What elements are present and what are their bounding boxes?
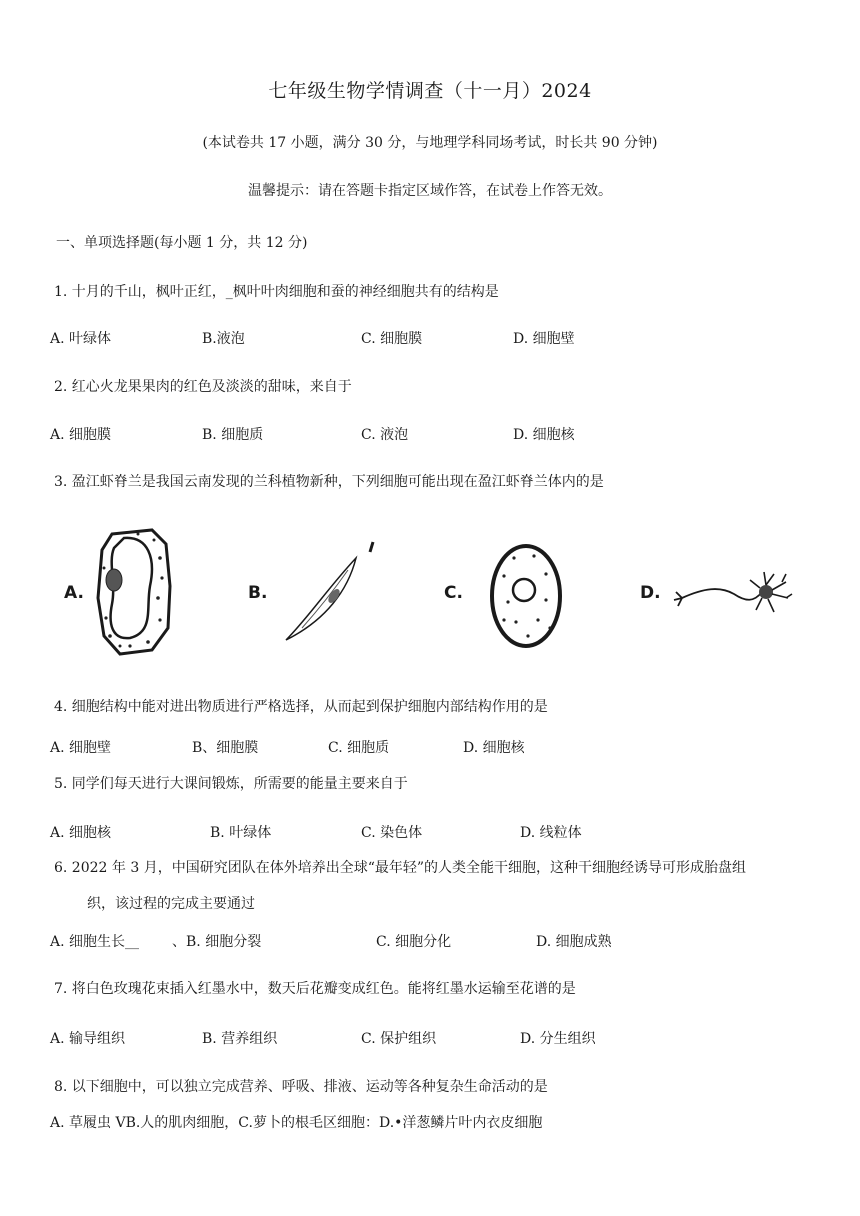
question-6-stem: 6. 2022 年 3 月，中国研究团队在体外培养出全球“最年轻”的人类全能干细胞，这种干细胞经诱导可形成胎盘组 xyxy=(54,860,747,876)
question-4-stem: 4. 细胞结构中能对进出物质进行严格选择，从而起到保护细胞内部结构作用的是 xyxy=(54,699,548,715)
animal-cell-figure xyxy=(484,538,574,658)
q5-option-b: B. 叶绿体 xyxy=(210,825,272,841)
question-2-stem: 2. 红心火龙果果肉的红色及淡淡的甜味，来自于 xyxy=(54,379,352,395)
q4-option-c: C. 细胞质 xyxy=(328,740,390,756)
q6-option-a: A. 细胞生长__ xyxy=(50,934,140,950)
q7-option-b: B. 营养组织 xyxy=(202,1031,278,1047)
q1-option-c: C. 细胞膜 xyxy=(361,331,423,347)
question-6-stem-line2: 织，该过程的完成主要通过 xyxy=(87,896,255,912)
q2-option-d: D. 细胞核 xyxy=(513,427,575,443)
page-title: 七年级生物学情调查（十一月）2024 xyxy=(268,80,592,102)
q7-option-d: D. 分生组织 xyxy=(520,1031,596,1047)
figure-label-a: A. xyxy=(64,583,84,603)
exam-tip: 温馨提示：请在答题卡指定区域作答，在试卷上作答无效。 xyxy=(248,183,612,199)
question-3-stem: 3. 盈江虾脊兰是我国云南发现的兰科植物新种，下列细胞可能出现在盈江虾脊兰体内的是 xyxy=(54,474,604,490)
q5-option-a: A. 细胞核 xyxy=(50,825,112,841)
figure-label-d: D. xyxy=(640,583,661,603)
q6-option-d: D. 细胞成熟 xyxy=(536,934,612,950)
figure-label-c: C. xyxy=(444,583,463,603)
q2-option-b: B. 细胞质 xyxy=(202,427,264,443)
q1-option-d: D. 细胞壁 xyxy=(513,331,575,347)
plant-cell-figure xyxy=(90,528,180,658)
exam-subtitle: (本试卷共 17 小题，满分 30 分，与地理学科同场考试，时长共 90 分钟) xyxy=(202,135,658,151)
section-title: 一、单项选择题(每小题 1 分，共 12 分) xyxy=(56,235,308,251)
question-1-stem: 1. 十月的千山，枫叶正红，_枫叶叶肉细胞和蚕的神经细胞共有的结构是 xyxy=(54,284,499,300)
q6-option-c: C. 细胞分化 xyxy=(376,934,452,950)
q2-option-c: C. 液泡 xyxy=(361,427,409,443)
question-7-stem: 7. 将白色玫瑰花束插入红墨水中，数天后花瓣变成红色。能将红墨水运输至花谱的是 xyxy=(54,981,576,997)
q2-option-a: A. 细胞膜 xyxy=(50,427,112,443)
q1-option-a: A. 叶绿体 xyxy=(50,331,112,347)
q4-option-d: D. 细胞核 xyxy=(463,740,525,756)
q1-option-b: B.液泡 xyxy=(202,331,245,347)
q7-option-c: C. 保护组织 xyxy=(361,1031,437,1047)
q5-option-d: D. 线粒体 xyxy=(520,825,582,841)
question-5-stem: 5. 同学们每天进行大课间锻炼，所需要的能量主要来自于 xyxy=(54,776,408,792)
q6-option-b: 、B. 细胞分裂 xyxy=(172,934,262,950)
q5-option-c: C. 染色体 xyxy=(361,825,423,841)
neuron-figure xyxy=(664,564,794,624)
spindle-cell-figure xyxy=(278,538,388,648)
figure-label-b: B. xyxy=(248,583,268,603)
question-8-stem: 8. 以下细胞中，可以独立完成营养、呼吸、排液、运动等各种复杂生命活动的是 xyxy=(54,1079,548,1095)
q4-option-b: B、细胞膜 xyxy=(192,740,259,756)
q8-options-line: A. 草履虫 VB.人的肌肉细胞，C.萝卜的根毛区细胞：D.•洋葱鳞片叶内衣皮细胞 xyxy=(50,1115,543,1131)
q7-option-a: A. 输导组织 xyxy=(50,1031,126,1047)
q4-option-a: A. 细胞壁 xyxy=(50,740,112,756)
